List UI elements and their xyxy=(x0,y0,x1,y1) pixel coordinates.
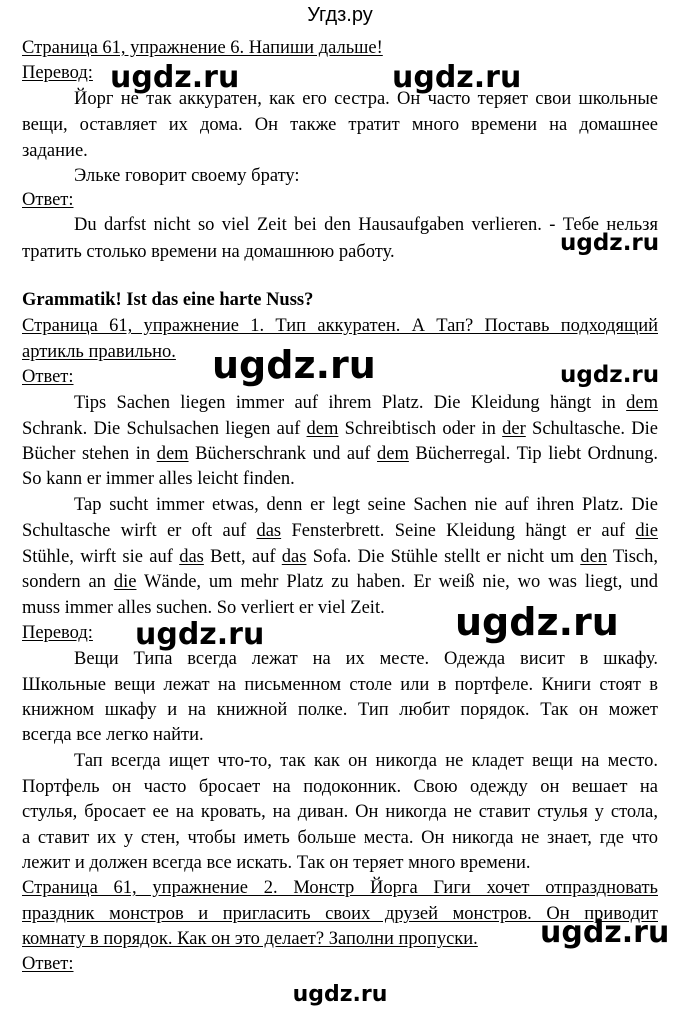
watermark: ugdz.ru xyxy=(560,230,660,256)
ex1-perevod-line: а ставит их у стен, чтобы иметь больше места. Он никогда не знает, где что xyxy=(22,828,658,848)
watermark: ugdz.ru xyxy=(110,60,240,95)
ex2-answer-label: Ответ: xyxy=(22,954,74,974)
ex6-answer-line: Du darfst nicht so viel Zeit bei den Hausaufgaben verlieren. - Тебе нельзя xyxy=(74,215,658,235)
ex1-answer-line: Schrank. Die Schulsachen liegen auf dem Schreibtisch oder in der Schultasche. Die xyxy=(22,419,658,439)
ex6-answer-label: Ответ: xyxy=(22,190,74,210)
site-footer: ugdz.ru xyxy=(292,982,388,1007)
ex1-perevod-label: Перевод: xyxy=(22,623,93,643)
ex1-perevod-line: Портфель он часто бросает на подоконник. Свою одежду он вешает на xyxy=(22,777,658,797)
ex6-answer-line: тратить столько времени на домашнюю работу. xyxy=(22,242,395,262)
ex1-answer-line: Bücher stehen in dem Bücherschrank und auf dem Bücherregal. Tip liebt Ordnung. xyxy=(22,444,659,464)
ex1-perevod-line: Тап всегда ищет что-то, так как он никогда не кладет вещи на место. xyxy=(74,751,658,771)
exercise-1-title: Страница 61, упражнение 1. Тип аккуратен. А Тап? Поставь подходящий xyxy=(22,316,658,336)
ex1-answer-line: sondern an die Wände, um mehr Platz zu haben. Er weiß nie, wo was liegt, und xyxy=(22,572,658,592)
exercise-2-title: праздник монстров и пригласить своих друзей монстров. Он приводит xyxy=(22,904,658,924)
ex1-answer-line: Tips Sachen liegen immer auf ihrem Platz. Die Kleidung hängt in dem xyxy=(74,393,658,413)
ex1-perevod-line: стулья, бросает ее на кровать, на диван. Он никогда не ставит стулья у стола, xyxy=(22,802,658,822)
ex1-perevod-line: книжном шкафу и на книжной полке. Тип любит порядок. Так он может xyxy=(22,700,658,720)
watermark: ugdz.ru xyxy=(455,600,619,644)
ex6-perevod-line: Эльке говорит своему брату: xyxy=(74,166,300,186)
exercise-1-title: артикль правильно. xyxy=(22,342,176,362)
ex1-answer-label: Ответ: xyxy=(22,367,74,387)
watermark: ugdz.ru xyxy=(212,343,376,387)
ex6-perevod-line: Йорг не так аккуратен, как его сестра. Он часто теряет свои школьные xyxy=(74,89,658,109)
site-header: Угдз.ру xyxy=(307,4,373,26)
ex1-answer-line: muss immer alles suchen. So verliert er viel Zeit. xyxy=(22,598,385,618)
grammatik-heading: Grammatik! Ist das eine harte Nuss? xyxy=(22,290,314,310)
ex1-answer-line: Stühle, wirft sie auf das Bett, auf das Sofa. Die Stühle stellt er nicht um den Tisch, xyxy=(22,547,658,567)
watermark: ugdz.ru xyxy=(540,915,670,950)
ex1-perevod-line: лежит и должен всегда все искать. Так он теряет много времени. xyxy=(22,853,531,873)
ex1-perevod-line: всегда все легко найти. xyxy=(22,725,204,745)
exercise-2-title: Страница 61, упражнение 2. Монстр Йорга Гиги хочет отпраздновать xyxy=(22,878,658,898)
ex1-perevod-line: Школьные вещи лежат на письменном столе или в портфеле. Книги стоят в xyxy=(22,675,658,695)
ex6-perevod-line: задание. xyxy=(22,141,88,161)
ex6-perevod-line: вещи, оставляет их дома. Он также тратит много времени на домашнее xyxy=(22,115,658,135)
watermark: ugdz.ru xyxy=(392,60,522,95)
watermark: ugdz.ru xyxy=(560,362,660,388)
ex1-perevod-line: Вещи Типа всегда лежат на их месте. Одежда висит в шкафу. xyxy=(74,649,658,669)
ex1-answer-line: So kann er immer alles leicht finden. xyxy=(22,469,295,489)
watermark: ugdz.ru xyxy=(135,617,265,652)
ex6-perevod-label: Перевод: xyxy=(22,63,93,83)
ex1-answer-line: Tap sucht immer etwas, denn er legt seine Sachen nie auf ihren Platz. Die xyxy=(74,495,658,515)
exercise-2-title: комнату в порядок. Как он это делает? Заполни пропуски. xyxy=(22,929,478,949)
exercise-6-title: Страница 61, упражнение 6. Напиши дальше! xyxy=(22,38,383,58)
ex1-answer-line: Schultasche wirft er oft auf das Fensterbrett. Seine Kleidung hängt er auf die xyxy=(22,521,658,541)
